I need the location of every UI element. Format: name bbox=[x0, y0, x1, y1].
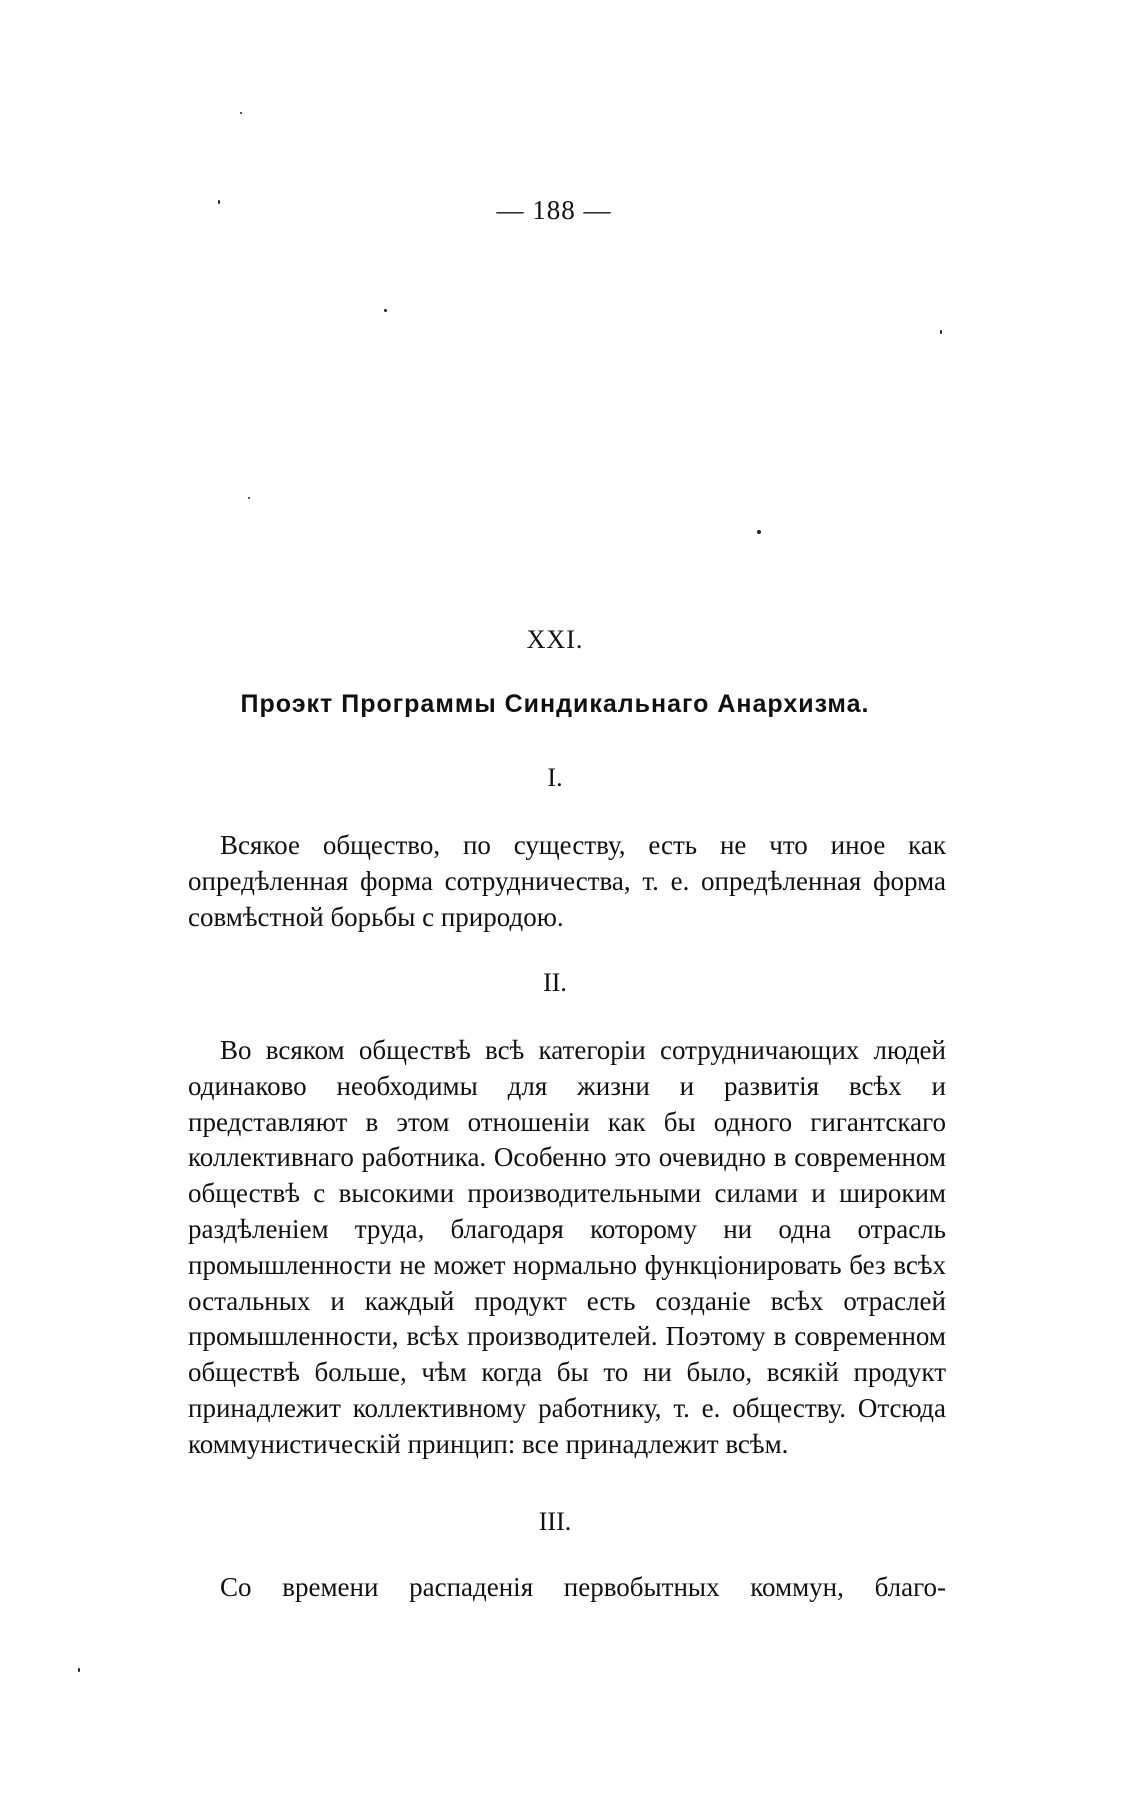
scan-speck bbox=[757, 530, 761, 534]
scan-speck bbox=[248, 497, 250, 499]
page-number: — 188 — bbox=[496, 195, 612, 225]
chapter-number: XXI. bbox=[526, 625, 584, 654]
chapter-title: Проэкт Программы Синдикальнаго Анархизма. bbox=[240, 690, 870, 718]
section-numeral-2: II. bbox=[543, 968, 567, 997]
scan-speck bbox=[240, 112, 242, 114]
scan-speck bbox=[940, 330, 942, 334]
section-numeral-1: I. bbox=[547, 763, 563, 792]
section-paragraph-2: Во всяком обществѣ всѣ категорiи сотрудничающих людей одинаково необходимы для жизни и развитiя всѣх и представляют в этом отношенiи как бы одного гигантскаго коллективнаго работника. Особенно это очевидно в современном обществѣ с высокими производительными силами и широким раздѣленiем труда, благодаря которому ни одна отрасль промышленности не может нормально функцiонировать без всѣх остальных и каждый продукт есть созданiе всѣх отраслей промышленности, всѣх производителей. Поэтому в современном обществѣ больше, чѣм когда бы то ни было, всякiй продукт принадлежит коллективному работнику, т. е. обществу. Отсюда коммунистическiй принцип: все принадлежит всѣм. bbox=[188, 1035, 946, 1459]
section-paragraph-1: Всякое общество, по существу, есть не что иное как опредѣленная форма сотрудничества, т. е. опредѣленная форма совмѣстной борьбы с природою. bbox=[188, 830, 946, 932]
section-paragraph-3: Со времени распаденiя первобытных коммун, благо- bbox=[220, 1572, 946, 1602]
section-numeral-3: III. bbox=[538, 1507, 572, 1536]
scan-speck bbox=[78, 1668, 80, 1672]
scan-speck bbox=[384, 309, 387, 312]
scan-speck bbox=[218, 200, 220, 204]
